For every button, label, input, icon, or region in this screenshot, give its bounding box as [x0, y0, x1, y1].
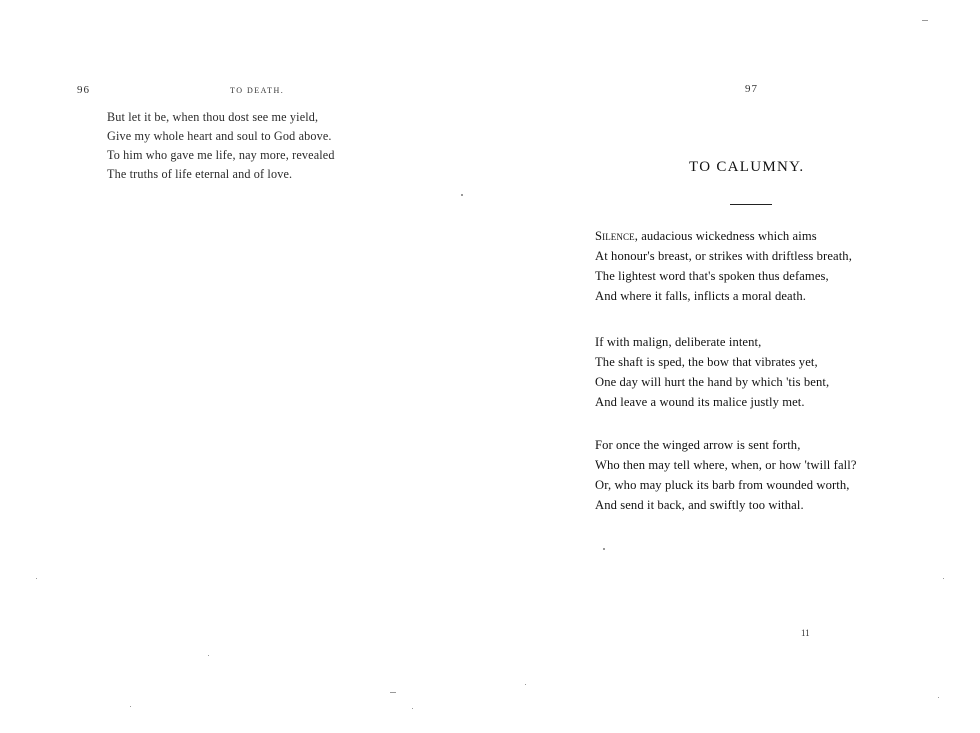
verse-line: And leave a wound its malice justly met.: [595, 395, 805, 409]
verse-line: For once the winged arrow is sent forth,: [595, 438, 801, 452]
verse-line: And send it back, and swiftly too withal.: [595, 498, 804, 512]
print-mark: [390, 692, 396, 693]
verse-line: But let it be, when thou dost see me yield,: [107, 110, 319, 124]
running-head: TO DEATH.: [230, 86, 285, 95]
verse-line: At honour's breast, or strikes with driftless breath,: [595, 249, 852, 263]
stanza-1: [595, 226, 852, 306]
page-number-left: 96: [77, 84, 90, 96]
poem-title: TO CALUMNY.: [689, 159, 805, 175]
print-speck: [461, 194, 463, 196]
verse-stanza-to-death: [107, 108, 335, 184]
verse-line: The shaft is sped, the bow that vibrates yet,: [595, 355, 818, 369]
page-number-right: 97: [745, 83, 758, 95]
print-speck: [208, 655, 209, 656]
print-speck: [943, 578, 944, 579]
signature-mark: 11: [801, 628, 810, 638]
verse-line: The lightest word that's spoken thus defames,: [595, 269, 829, 283]
verse-line: One day will hurt the hand by which 'tis bent,: [595, 375, 830, 389]
print-speck: [130, 706, 131, 707]
verse-line: To him who gave me life, nay more, revealed: [107, 148, 335, 162]
print-speck: [603, 548, 605, 550]
print-speck: [412, 708, 413, 709]
stanza-2: [595, 332, 829, 412]
print-mark: [922, 20, 928, 21]
verse-line: [595, 226, 852, 246]
print-speck: [938, 697, 939, 698]
right-page: [490, 0, 980, 733]
verse-line: Who then may tell where, when, or how 'twill fall?: [595, 458, 857, 472]
first-line-rest: audacious wickedness which aims: [637, 229, 817, 243]
print-speck: [36, 578, 37, 579]
verse-line: Or, who may pluck its barb from wounded worth,: [595, 478, 850, 492]
verse-line: If with malign, deliberate intent,: [595, 335, 762, 349]
verse-line: Give my whole heart and soul to God above.: [107, 129, 332, 143]
verse-line: And where it falls, inflicts a moral death.: [595, 289, 806, 303]
verse-line: The truths of life eternal and of love.: [107, 167, 293, 181]
print-speck: [525, 684, 526, 685]
title-rule: [730, 204, 772, 205]
stanza-3: [595, 435, 857, 515]
opening-word: Silence,: [595, 229, 638, 243]
